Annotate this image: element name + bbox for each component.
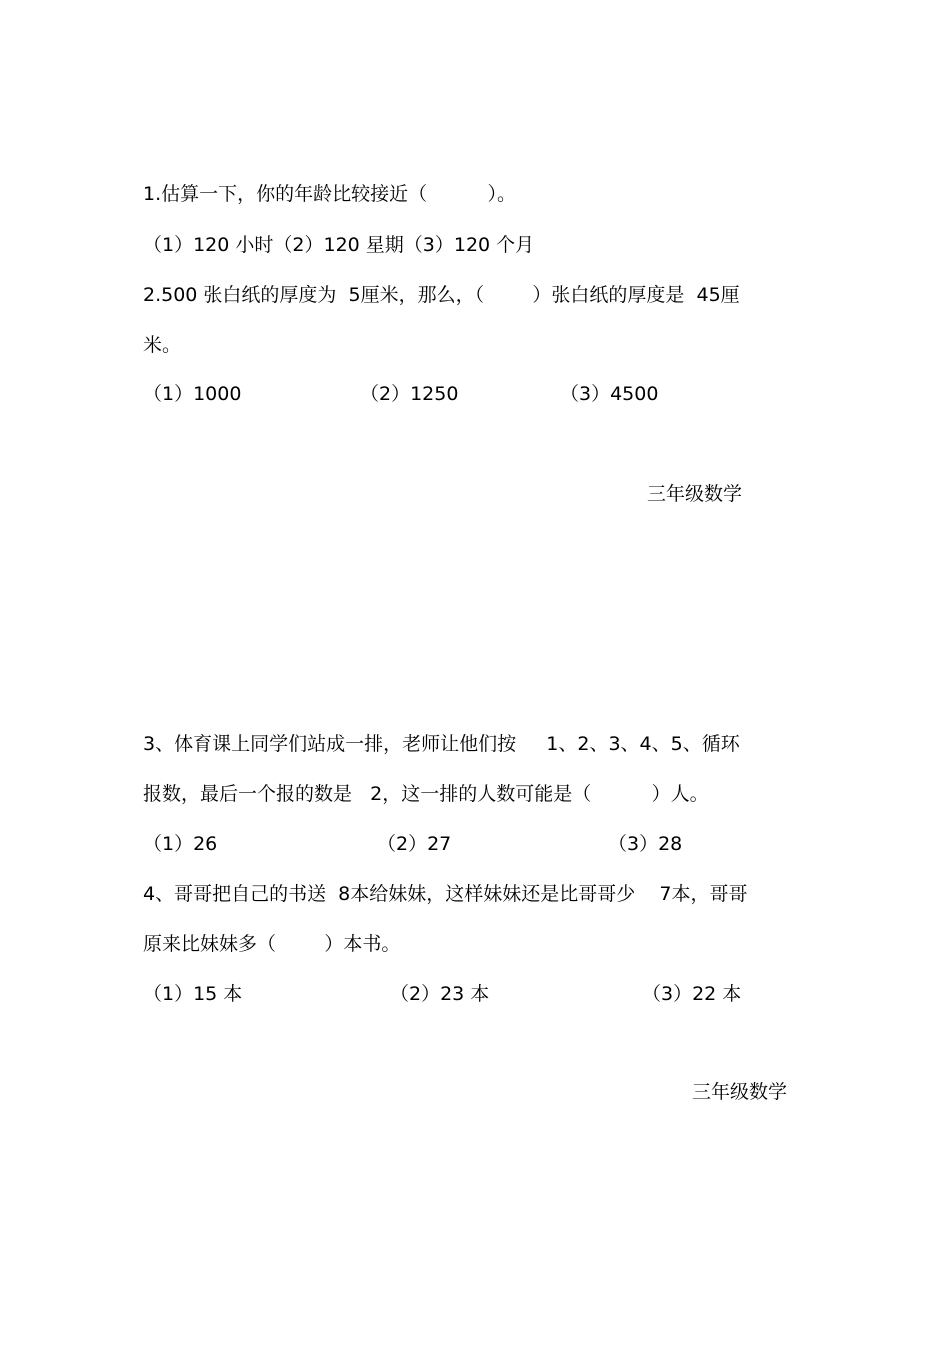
question-2-text: 2.500 张白纸的厚度为 5厘米，那么，（ ）张白纸的厚度是 45厘 — [143, 284, 740, 306]
page-footer: 三年级数学 — [692, 1081, 788, 1103]
question-4-text: 4、哥哥把自己的书送 8本给妹妹，这样妹妹还是比哥哥少 7本，哥哥 — [143, 883, 748, 905]
question-2-option-3: （3）4500 — [560, 383, 659, 405]
question-2-option-2: （2）1250 — [360, 383, 459, 405]
question-3-option-3: （3）28 — [608, 833, 683, 855]
question-3-text: 3、体育课上同学们站成一排，老师让他们按 1、2、3、4、5、循环 — [143, 733, 740, 755]
question-3-option-2: （2）27 — [377, 833, 452, 855]
page-footer: 三年级数学 — [647, 483, 743, 505]
question-4-text-cont: 原来比妹妹多（ ）本书。 — [143, 933, 401, 955]
question-3-option-1: （1）26 — [143, 833, 218, 855]
question-2-option-1: （1）1000 — [143, 383, 242, 405]
question-1-options: （1）120 小时（2）120 星期（3）120 个月 — [143, 234, 535, 256]
question-3-text-cont: 报数，最后一个报的数是 2，这一排的人数可能是（ ）人。 — [143, 783, 709, 805]
question-4-option-1: （1）15 本 — [143, 983, 243, 1005]
question-2-text-cont: 米。 — [143, 334, 182, 356]
question-4-option-3: （3）22 本 — [642, 983, 742, 1005]
question-4-option-2: （2）23 本 — [390, 983, 490, 1005]
question-1-text: 1.估算一下，你的年龄比较接近（ ）。 — [143, 183, 517, 205]
